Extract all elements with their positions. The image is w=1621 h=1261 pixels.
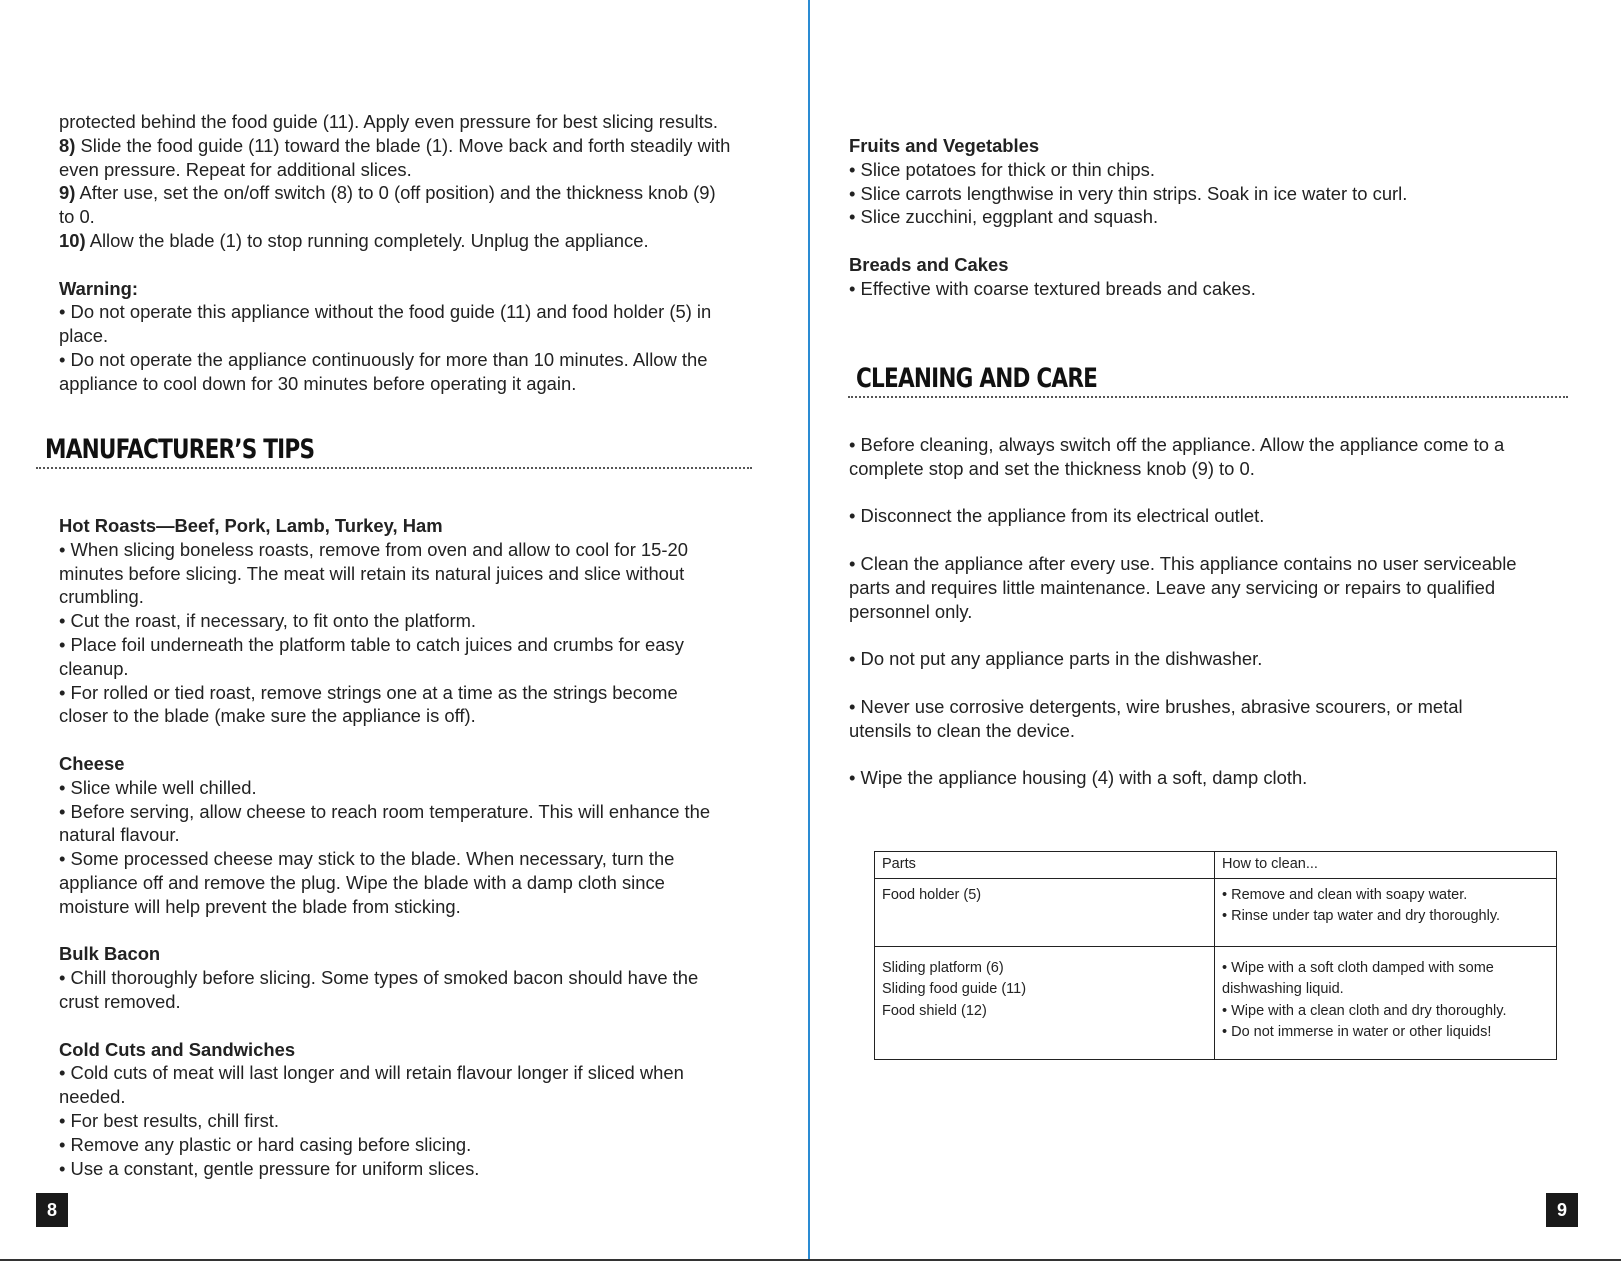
clean-step: • Do not immerse in water or other liquids!: [1222, 1024, 1492, 1040]
table-header-cell: How to clean...: [1215, 852, 1557, 879]
care-line: • Wipe the appliance housing (4) with a soft, damp cloth.: [849, 767, 1308, 789]
page-number-left: 8: [36, 1193, 68, 1227]
tip-line: natural flavour.: [59, 824, 180, 846]
table-cell-how: [1215, 878, 1557, 946]
tip-line: • Slice potatoes for thick or thin chips.: [849, 158, 1155, 180]
clean-step: • Rinse under tap water and dry thoroughly.: [1222, 908, 1501, 924]
care-line: • Before cleaning, always switch off the appliance. Allow the appliance come to a: [849, 434, 1505, 455]
table-row: [875, 946, 1557, 1059]
tip-line: • Before serving, allow cheese to reach room temperature. This will enhance the: [59, 800, 711, 822]
tip-line: • Remove any plastic or hard casing before slicing.: [59, 1133, 472, 1155]
right-tips: [849, 134, 1569, 301]
warning-line: • Do not operate the appliance continuously for more than 10 minutes. Allow the: [59, 348, 708, 370]
part-name: Sliding food guide (11): [882, 981, 1027, 997]
part-name: Food shield (12): [882, 1002, 987, 1019]
tip-line: needed.: [59, 1086, 126, 1108]
tip-line: appliance off and remove the plug. Wipe the blade with a damp cloth since: [59, 871, 665, 893]
care-line: • Never use corrosive detergents, wire brushes, abrasive scourers, or metal: [849, 695, 1463, 717]
warning-title: Warning:: [59, 277, 138, 299]
tip-line: crust removed.: [59, 990, 181, 1012]
intro-line: 9) After use, set the on/off switch (8) to 0 (off position) and the thickness knob (9): [59, 182, 716, 204]
tip-line: cleanup.: [59, 657, 129, 679]
tip-line: • Cut the roast, if necessary, to fit onto the platform.: [59, 610, 477, 632]
heading-rule: [848, 396, 1568, 398]
tip-title: Cheese: [59, 752, 125, 774]
tip-line: • Cold cuts of meat will last longer and will retain flavour longer if sliced when: [59, 1062, 684, 1084]
cleaning-table: [874, 851, 1557, 1060]
page-divider: [808, 0, 810, 1261]
page-number-right: 9: [1546, 1193, 1578, 1227]
tip-line: • Effective with coarse textured breads and cakes.: [849, 277, 1256, 299]
table-header-row: [875, 852, 1557, 879]
care-line: parts and requires little maintenance. Leave any servicing or repairs to qualified: [849, 576, 1496, 598]
section-heading-care: CLEANING AND CARE: [856, 363, 1098, 394]
table-row: [875, 878, 1557, 946]
tip-line: • Some processed cheese may stick to the blade. When necessary, turn the: [59, 848, 675, 870]
intro-line: even pressure. Repeat for additional slices.: [59, 158, 412, 180]
care-line: complete stop and set the thickness knob (9) to 0.: [849, 457, 1255, 479]
intro-line: protected behind the food guide (11). Apply even pressure for best slicing results.: [59, 111, 719, 132]
clean-step: • Wipe with a soft cloth damped with some: [1222, 959, 1494, 976]
table-cell-parts: [875, 878, 1215, 946]
part-name: Food holder (5): [882, 886, 982, 903]
table-cell-how: [1215, 946, 1557, 1059]
tip-line: moisture will help prevent the blade from sticking.: [59, 895, 461, 917]
warning-line: appliance to cool down for 30 minutes before operating it again.: [59, 372, 577, 394]
warning-line: • Do not operate this appliance without the food guide (11) and food holder (5) in: [59, 301, 712, 323]
section-heading-tips: MANUFACTURER’S TIPS: [45, 434, 315, 465]
intro-line: 8) Slide the food guide (11) toward the blade (1). Move back and forth steadily with: [59, 134, 731, 156]
tip-line: • For best results, chill first.: [59, 1109, 280, 1131]
care-line: • Clean the appliance after every use. This appliance contains no user serviceable: [849, 552, 1517, 574]
tip-title: Bulk Bacon: [59, 943, 161, 965]
care-line: • Do not put any appliance parts in the dishwasher.: [849, 648, 1263, 670]
intro-line: to 0.: [59, 206, 95, 228]
intro-line: 10) Allow the blade (1) to stop running completely. Unplug the appliance.: [59, 229, 649, 251]
tip-title: Cold Cuts and Sandwiches: [59, 1038, 296, 1060]
tip-line: • Place foil underneath the platform table to catch juices and crumbs for easy: [59, 633, 684, 655]
care-line: • Disconnect the appliance from its electrical outlet.: [849, 505, 1265, 527]
tip-line: • Slice zucchini, eggplant and squash.: [849, 206, 1159, 228]
table-header-cell: Parts: [875, 852, 1215, 879]
tip-title: Hot Roasts—Beef, Pork, Lamb, Turkey, Ham: [59, 515, 443, 536]
tips-content: [59, 514, 769, 1180]
tip-line: • Slice carrots lengthwise in very thin strips. Soak in ice water to curl.: [849, 182, 1408, 204]
tip-line: • When slicing boneless roasts, remove from oven and allow to cool for 15-20: [59, 538, 688, 560]
tip-line: closer to the blade (make sure the appliance is off).: [59, 705, 476, 727]
table-cell-parts: [875, 946, 1215, 1059]
care-content: [849, 433, 1569, 790]
heading-rule: [36, 467, 752, 469]
tip-line: • For rolled or tied roast, remove strings one at a time as the strings become: [59, 681, 678, 703]
tip-title: Fruits and Vegetables: [849, 135, 1040, 156]
clean-step: • Wipe with a clean cloth and dry thoroughly.: [1222, 1002, 1507, 1019]
tip-title: Breads and Cakes: [849, 253, 1009, 275]
tip-line: • Use a constant, gentle pressure for uniform slices.: [59, 1157, 480, 1179]
warning-line: place.: [59, 325, 109, 347]
part-name: Sliding platform (6): [882, 959, 1004, 976]
tip-line: minutes before slicing. The meat will retain its natural juices and slice without: [59, 562, 685, 584]
tip-line: crumbling.: [59, 586, 144, 608]
care-line: utensils to clean the device.: [849, 719, 1075, 741]
care-line: personnel only.: [849, 600, 973, 622]
tip-line: • Slice while well chilled.: [59, 776, 257, 798]
clean-step: dishwashing liquid.: [1222, 981, 1344, 997]
left-intro: [59, 110, 769, 396]
clean-step: • Remove and clean with soapy water.: [1222, 886, 1468, 903]
tip-line: • Chill thoroughly before slicing. Some types of smoked bacon should have the: [59, 967, 699, 989]
